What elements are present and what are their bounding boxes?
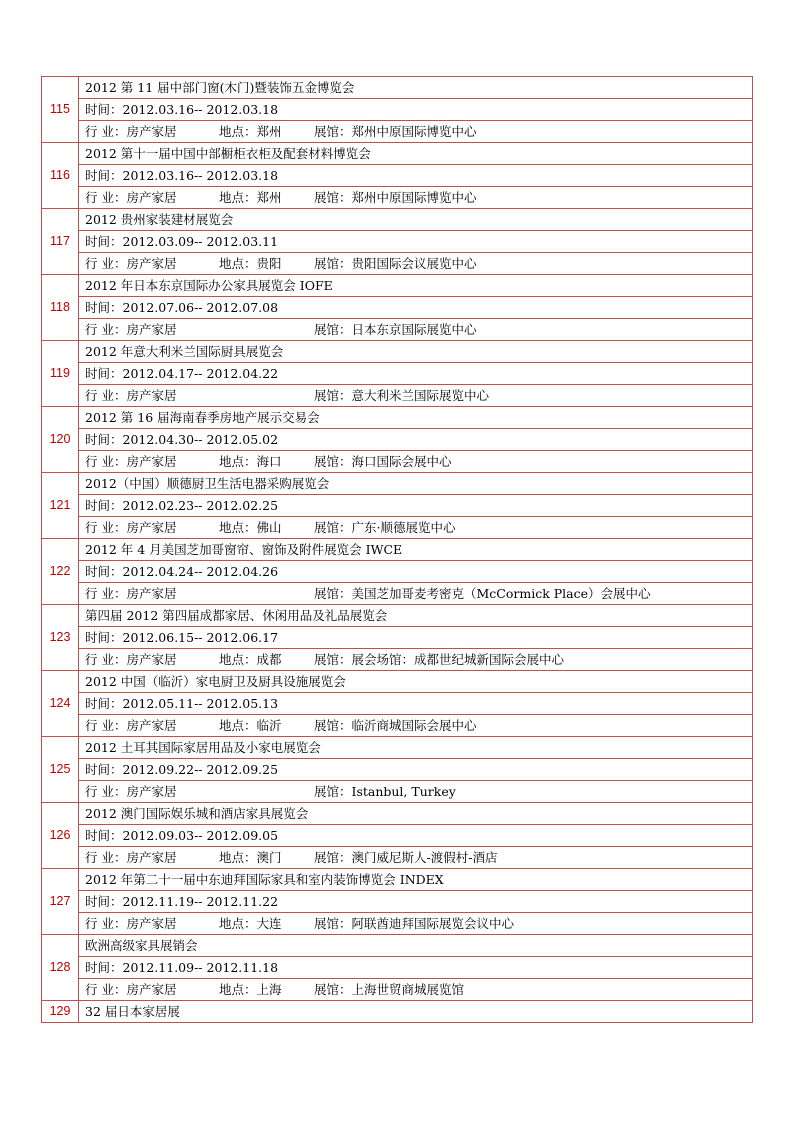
- entry-number: 127: [42, 869, 79, 935]
- entry-venue: 展馆：日本东京国际展览中心: [314, 322, 477, 337]
- entry-location: 地点：贵阳: [219, 256, 282, 271]
- entry-location: 地点：澳门: [219, 850, 282, 865]
- entry-location: 地点：佛山: [219, 520, 282, 535]
- entry-venue: 展馆：Istanbul, Turkey: [314, 784, 456, 799]
- entry-title: 2012 第 16 届海南春季房地产展示交易会: [79, 407, 753, 429]
- entry-time-row: [42, 429, 753, 451]
- entry-industry: 行 业：房产家居: [85, 916, 177, 931]
- entry-industry: 行 业：房产家居: [85, 652, 177, 667]
- entry-title: 2012 年意大利米兰国际厨具展览会: [79, 341, 753, 363]
- entry-time: 时间：2012.02.23-- 2012.02.25: [79, 495, 753, 517]
- entry-number: 124: [42, 671, 79, 737]
- entry-number: 123: [42, 605, 79, 671]
- entry-venue: 展馆：临沂商城国际会展中心: [314, 718, 477, 733]
- entry-location: 地点：成都: [219, 652, 282, 667]
- entry-venue: 展馆：海口国际会展中心: [314, 454, 452, 469]
- entry-time-row: [42, 825, 753, 847]
- entry-detail-row: [42, 517, 753, 539]
- entry-time: 时间：2012.09.22-- 2012.09.25: [79, 759, 753, 781]
- entry-location: 地点：上海: [219, 982, 282, 997]
- entry-venue: 展馆：上海世贸商城展览馆: [314, 982, 465, 997]
- entry-details: [79, 253, 753, 275]
- entry-details: [79, 385, 753, 407]
- entry-title-row: [42, 671, 753, 693]
- entry-time-row: [42, 363, 753, 385]
- entry-title: 2012（中国）顺德厨卫生活电器采购展览会: [79, 473, 753, 495]
- entry-detail-row: [42, 583, 753, 605]
- entry-title-row: [42, 275, 753, 297]
- entry-title-row: [42, 143, 753, 165]
- entry-time: 时间：2012.04.30-- 2012.05.02: [79, 429, 753, 451]
- entry-details: [79, 649, 753, 671]
- entry-industry: 行 业：房产家居: [85, 190, 177, 205]
- entry-time: 时间：2012.11.19-- 2012.11.22: [79, 891, 753, 913]
- entry-time: 时间：2012.04.24-- 2012.04.26: [79, 561, 753, 583]
- entry-title-row: [42, 77, 753, 99]
- entry-number: 121: [42, 473, 79, 539]
- entry-detail-row: [42, 319, 753, 341]
- entry-title-row: [42, 473, 753, 495]
- entry-number: 116: [42, 143, 79, 209]
- entry-number: 118: [42, 275, 79, 341]
- entry-title: 2012 中国（临沂）家电厨卫及厨具设施展览会: [79, 671, 753, 693]
- entry-number: 115: [42, 77, 79, 143]
- entry-venue: 展馆：阿联酋迪拜国际展览会议中心: [314, 916, 515, 931]
- entry-industry: 行 业：房产家居: [85, 256, 177, 271]
- entry-title-row: [42, 341, 753, 363]
- entry-detail-row: [42, 121, 753, 143]
- entry-venue: 展馆：郑州中原国际博览中心: [314, 190, 477, 205]
- entry-industry: 行 业：房产家居: [85, 850, 177, 865]
- entry-industry: 行 业：房产家居: [85, 520, 177, 535]
- entry-industry: 行 业：房产家居: [85, 388, 177, 403]
- entry-number: 117: [42, 209, 79, 275]
- entry-title: 2012 年 4 月美国芝加哥窗帘、窗饰及附件展览会 IWCE: [79, 539, 753, 561]
- entry-time: 时间：2012.11.09-- 2012.11.18: [79, 957, 753, 979]
- entry-details: [79, 979, 753, 1001]
- entry-time-row: [42, 627, 753, 649]
- entry-details: [79, 847, 753, 869]
- entry-time-row: [42, 891, 753, 913]
- entry-industry: 行 业：房产家居: [85, 982, 177, 997]
- entry-location: 地点：郑州: [219, 190, 282, 205]
- entry-venue: 展馆：郑州中原国际博览中心: [314, 124, 477, 139]
- entry-details: [79, 517, 753, 539]
- entry-time-row: [42, 561, 753, 583]
- entry-title-row: [42, 869, 753, 891]
- entry-location: 地点：临沂: [219, 718, 282, 733]
- entry-time-row: [42, 165, 753, 187]
- entry-time-row: [42, 759, 753, 781]
- entry-venue: 展馆：美国芝加哥麦考密克（McCormick Place）会展中心: [314, 586, 651, 601]
- exhibition-table: [41, 76, 753, 1023]
- entry-time: 时间：2012.03.16-- 2012.03.18: [79, 165, 753, 187]
- entry-title-row: [42, 209, 753, 231]
- entry-title: 2012 第十一届中国中部橱柜衣柜及配套材料博览会: [79, 143, 753, 165]
- entry-number: 125: [42, 737, 79, 803]
- entry-location: 地点：郑州: [219, 124, 282, 139]
- entry-details: [79, 121, 753, 143]
- entry-details: [79, 913, 753, 935]
- entry-title: 2012 土耳其国际家居用品及小家电展览会: [79, 737, 753, 759]
- entry-title: 2012 贵州家装建材展览会: [79, 209, 753, 231]
- entry-time: 时间：2012.09.03-- 2012.09.05: [79, 825, 753, 847]
- entry-title-row: [42, 1001, 753, 1023]
- entry-number: 120: [42, 407, 79, 473]
- entry-number: 128: [42, 935, 79, 1001]
- entry-title-row: [42, 605, 753, 627]
- entry-venue: 展馆：澳门威尼斯人-渡假村-酒店: [314, 850, 498, 865]
- entry-number: 119: [42, 341, 79, 407]
- entry-detail-row: [42, 649, 753, 671]
- entry-venue: 展馆：广东·顺德展览中心: [314, 520, 456, 535]
- entry-details: [79, 451, 753, 473]
- entry-details: [79, 715, 753, 737]
- entry-detail-row: [42, 451, 753, 473]
- entry-location: 地点：大连: [219, 916, 282, 931]
- entry-location: 地点：海口: [219, 454, 282, 469]
- entry-detail-row: [42, 715, 753, 737]
- entry-time: 时间：2012.03.16-- 2012.03.18: [79, 99, 753, 121]
- entry-time-row: [42, 297, 753, 319]
- entry-detail-row: [42, 187, 753, 209]
- entry-number: 122: [42, 539, 79, 605]
- entry-time: 时间：2012.05.11-- 2012.05.13: [79, 693, 753, 715]
- entry-industry: 行 业：房产家居: [85, 784, 177, 799]
- entry-details: [79, 187, 753, 209]
- entry-title: 第四届 2012 第四届成都家居、休闲用品及礼品展览会: [79, 605, 753, 627]
- entry-time-row: [42, 99, 753, 121]
- entry-title-row: [42, 539, 753, 561]
- entry-time: 时间：2012.03.09-- 2012.03.11: [79, 231, 753, 253]
- entry-title: 2012 第 11 届中部门窗(木门)暨装饰五金博览会: [79, 77, 753, 99]
- entry-industry: 行 业：房产家居: [85, 718, 177, 733]
- entry-detail-row: [42, 781, 753, 803]
- entry-time: 时间：2012.04.17-- 2012.04.22: [79, 363, 753, 385]
- exhibition-table-body: [42, 77, 753, 1023]
- entry-time-row: [42, 693, 753, 715]
- entry-industry: 行 业：房产家居: [85, 454, 177, 469]
- entry-time: 时间：2012.07.06-- 2012.07.08: [79, 297, 753, 319]
- entry-details: [79, 781, 753, 803]
- entry-title-row: [42, 407, 753, 429]
- entry-industry: 行 业：房产家居: [85, 586, 177, 601]
- entry-title: 2012 年日本东京国际办公家具展览会 IOFE: [79, 275, 753, 297]
- entry-detail-row: [42, 847, 753, 869]
- entry-number: 129: [42, 1001, 79, 1023]
- entry-title-row: [42, 935, 753, 957]
- entry-venue: 展馆：展会场馆：成都世纪城新国际会展中心: [314, 652, 565, 667]
- entry-title: 2012 年第二十一届中东迪拜国际家具和室内装饰博览会 INDEX: [79, 869, 753, 891]
- entry-venue: 展馆：贵阳国际会议展览中心: [314, 256, 477, 271]
- entry-time: 时间：2012.06.15-- 2012.06.17: [79, 627, 753, 649]
- entry-title-row: [42, 803, 753, 825]
- entry-number: 126: [42, 803, 79, 869]
- entry-title: 欧洲高级家具展销会: [79, 935, 753, 957]
- entry-title: 32 届日本家居展: [79, 1001, 753, 1023]
- entry-detail-row: [42, 979, 753, 1001]
- entry-detail-row: [42, 913, 753, 935]
- entry-time-row: [42, 957, 753, 979]
- entry-industry: 行 业：房产家居: [85, 322, 177, 337]
- entry-detail-row: [42, 253, 753, 275]
- entry-details: [79, 583, 753, 605]
- entry-time-row: [42, 231, 753, 253]
- entry-title: 2012 澳门国际娱乐城和酒店家具展览会: [79, 803, 753, 825]
- entry-detail-row: [42, 385, 753, 407]
- entry-venue: 展馆：意大利米兰国际展览中心: [314, 388, 490, 403]
- entry-industry: 行 业：房产家居: [85, 124, 177, 139]
- entry-title-row: [42, 737, 753, 759]
- entry-details: [79, 319, 753, 341]
- entry-time-row: [42, 495, 753, 517]
